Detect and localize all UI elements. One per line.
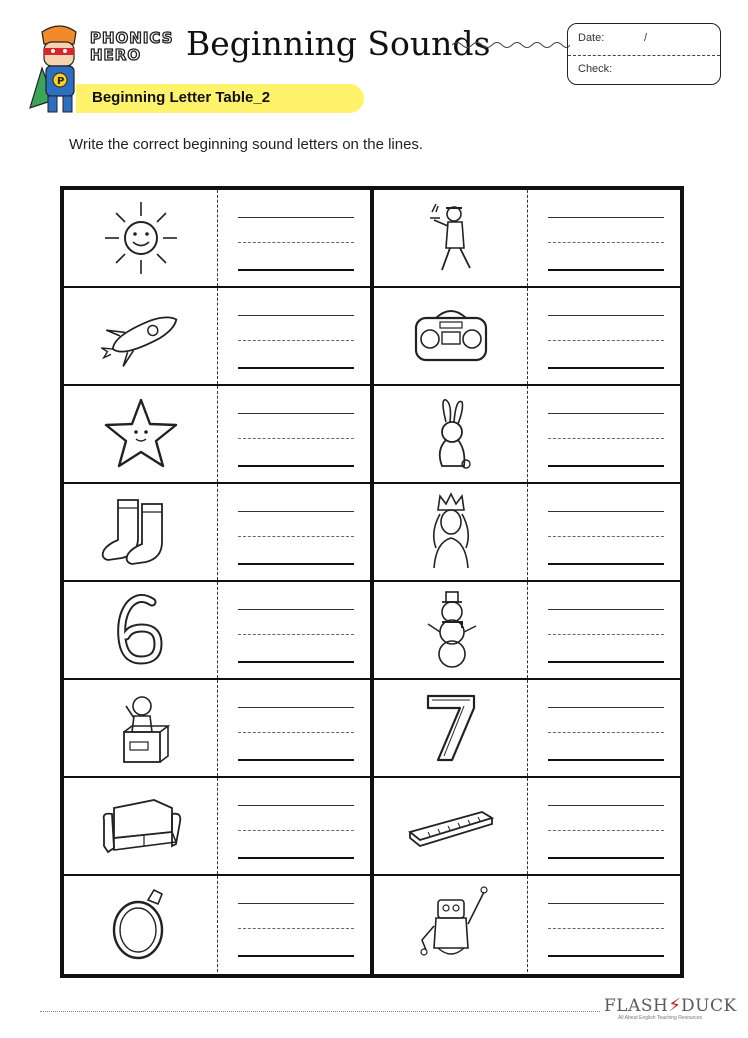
left-column xyxy=(64,190,370,974)
snowman-icon xyxy=(406,590,496,670)
table-row xyxy=(374,582,680,680)
writing-lines[interactable] xyxy=(238,582,354,678)
writing-line-base xyxy=(548,367,664,369)
writing-line-base xyxy=(548,955,664,957)
writing-line-top xyxy=(238,805,354,806)
writing-lines[interactable] xyxy=(238,778,354,874)
picture-cell xyxy=(374,680,528,776)
writing-line-middle xyxy=(548,634,664,635)
star-icon xyxy=(96,394,186,474)
picture-cell xyxy=(64,778,218,874)
writing-line-middle xyxy=(548,830,664,831)
svg-text:P: P xyxy=(57,76,65,87)
jack-in-the-box-icon xyxy=(96,688,186,768)
date-check-box xyxy=(567,23,721,85)
writing-line-top xyxy=(238,609,354,610)
writing-line-top xyxy=(548,805,664,806)
ruler-icon xyxy=(406,786,496,866)
picture-cell xyxy=(374,288,528,384)
writing-line-base xyxy=(238,367,354,369)
writing-line-middle xyxy=(238,340,354,341)
writing-line-middle xyxy=(238,536,354,537)
writing-lines[interactable] xyxy=(548,190,664,286)
picture-cell xyxy=(64,876,218,972)
writing-line-top xyxy=(548,315,664,316)
subtitle-banner xyxy=(76,84,364,113)
writing-line-top xyxy=(548,217,664,218)
table-row xyxy=(64,778,370,876)
writing-line-top xyxy=(238,413,354,414)
six-icon xyxy=(96,590,186,670)
picture-cell xyxy=(64,190,218,286)
writing-line-base xyxy=(548,269,664,271)
table-row xyxy=(64,680,370,778)
worksheet-table xyxy=(60,186,684,978)
seven-icon xyxy=(406,688,496,768)
lightning-bolt-icon: ⚡ xyxy=(668,995,681,1015)
instruction-text: Write the correct beginning sound letters on the lines. xyxy=(69,136,424,153)
logo-word-right: DUCK xyxy=(680,996,737,1016)
writing-line-top xyxy=(548,609,664,610)
wave-decoration-icon xyxy=(452,38,570,52)
picture-cell xyxy=(374,484,528,580)
logo-word-left: FLASH xyxy=(604,996,669,1016)
writing-line-top xyxy=(238,707,354,708)
table-row xyxy=(374,680,680,778)
writing-lines[interactable] xyxy=(548,680,664,776)
writing-line-middle xyxy=(238,242,354,243)
writing-line-base xyxy=(238,955,354,957)
rabbit-icon xyxy=(406,394,496,474)
table-row xyxy=(374,778,680,876)
writing-line-middle xyxy=(548,242,664,243)
table-row xyxy=(64,876,370,974)
page-title: Beginning Sounds xyxy=(186,24,491,63)
writing-line-middle xyxy=(548,732,664,733)
writing-lines[interactable] xyxy=(548,386,664,482)
rocket-icon xyxy=(96,296,186,376)
table-row xyxy=(374,386,680,484)
picture-cell xyxy=(374,190,528,286)
writing-line-base xyxy=(548,465,664,467)
flashduck-logo xyxy=(604,995,737,1025)
writing-line-middle xyxy=(238,732,354,733)
picture-cell xyxy=(64,582,218,678)
writing-lines[interactable] xyxy=(548,288,664,384)
footer-divider xyxy=(40,1011,600,1012)
date-box-divider xyxy=(568,55,720,56)
socks-icon xyxy=(96,492,186,572)
writing-line-middle xyxy=(548,536,664,537)
table-row xyxy=(374,190,680,288)
writing-line-top xyxy=(548,511,664,512)
subtitle: Beginning Letter Table_2 xyxy=(92,89,271,106)
picture-cell xyxy=(374,582,528,678)
writing-line-base xyxy=(548,857,664,859)
writing-line-base xyxy=(238,857,354,859)
writing-lines[interactable] xyxy=(238,288,354,384)
writing-line-middle xyxy=(238,928,354,929)
writing-line-middle xyxy=(548,438,664,439)
writing-lines[interactable] xyxy=(238,680,354,776)
picture-cell xyxy=(64,484,218,580)
writing-line-top xyxy=(548,903,664,904)
date-label: Date: xyxy=(578,32,605,44)
writing-lines[interactable] xyxy=(548,484,664,580)
robot-icon xyxy=(406,884,496,964)
brand-line1: PHONICS xyxy=(90,29,174,47)
table-row xyxy=(374,876,680,974)
logo-tagline: All About English Teaching Resources xyxy=(618,1015,703,1021)
writing-lines[interactable] xyxy=(238,484,354,580)
writing-line-middle xyxy=(238,830,354,831)
date-separator: / xyxy=(644,32,648,44)
right-column xyxy=(374,190,680,974)
writing-line-top xyxy=(238,511,354,512)
sofa-icon xyxy=(96,786,186,866)
picture-cell xyxy=(374,876,528,972)
writing-line-base xyxy=(548,563,664,565)
radio-icon xyxy=(406,296,496,376)
writing-line-top xyxy=(548,413,664,414)
writing-line-base xyxy=(238,563,354,565)
table-row xyxy=(64,190,370,288)
sun-icon xyxy=(96,198,186,278)
writing-lines[interactable] xyxy=(238,386,354,482)
table-row xyxy=(64,288,370,386)
table-row xyxy=(374,484,680,582)
picture-cell xyxy=(374,778,528,874)
picture-cell xyxy=(64,680,218,776)
writing-line-middle xyxy=(238,634,354,635)
ring-icon xyxy=(96,884,186,964)
writing-lines[interactable] xyxy=(238,876,354,972)
writing-line-base xyxy=(548,759,664,761)
queen-icon xyxy=(406,492,496,572)
picture-cell xyxy=(374,386,528,482)
writing-line-base xyxy=(238,465,354,467)
brand-line2: HERO xyxy=(90,46,142,64)
picture-cell xyxy=(64,386,218,482)
writing-line-base xyxy=(238,661,354,663)
table-row xyxy=(374,288,680,386)
writing-line-middle xyxy=(548,928,664,929)
table-row xyxy=(64,484,370,582)
writing-lines[interactable] xyxy=(238,190,354,286)
writing-lines[interactable] xyxy=(548,778,664,874)
phonics-hero-logo xyxy=(90,30,182,70)
writing-line-top xyxy=(238,217,354,218)
writing-lines[interactable] xyxy=(548,582,664,678)
writing-line-base xyxy=(548,661,664,663)
writing-line-middle xyxy=(238,438,354,439)
writing-line-base xyxy=(238,759,354,761)
writing-line-base xyxy=(238,269,354,271)
writing-line-top xyxy=(238,903,354,904)
writing-lines[interactable] xyxy=(548,876,664,972)
writing-line-middle xyxy=(548,340,664,341)
table-row xyxy=(64,582,370,680)
table-row xyxy=(64,386,370,484)
writing-line-top xyxy=(548,707,664,708)
check-label: Check: xyxy=(578,63,613,75)
writing-line-top xyxy=(238,315,354,316)
picture-cell xyxy=(64,288,218,384)
waitress-icon xyxy=(406,198,496,278)
